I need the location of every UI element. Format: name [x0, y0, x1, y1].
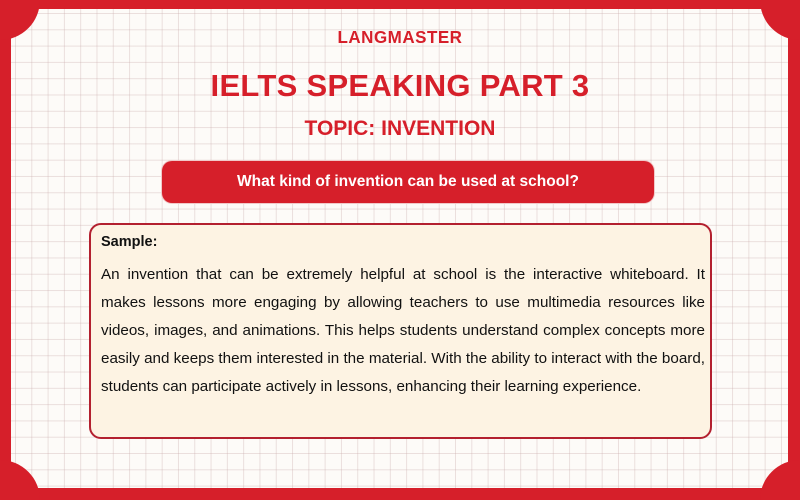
sample-label: Sample:: [101, 234, 158, 250]
question-banner: [162, 161, 654, 203]
brand-logo: LANGMASTER: [337, 27, 463, 48]
question-text: What kind of invention can be used at school?: [237, 173, 579, 190]
sample-answer-text: An invention that can be extremely helpful at school is the interactive whiteboard. It makes lessons more engaging by allowing teachers to use multimedia resources like videos, images, and animations. This helps students understand complex concepts more easily and keeps them interested in the material. With the ability to interact with the board, students can participate actively in lessons, enhancing their learning experience.: [101, 266, 705, 395]
page-title: IELTS SPEAKING PART 3: [210, 68, 590, 103]
sample-answer-box: [89, 223, 712, 439]
topic-subtitle: TOPIC: INVENTION: [304, 117, 496, 140]
